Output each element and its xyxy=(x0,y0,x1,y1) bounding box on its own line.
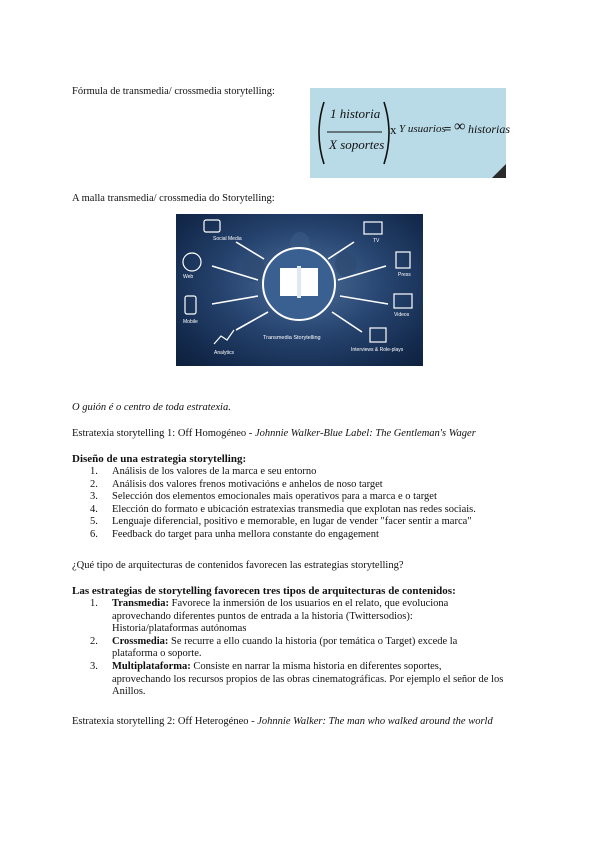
formula-infinity: ∞ xyxy=(454,118,466,135)
list-item: 1. Análisis de los valores de la marca e seu entorno xyxy=(90,466,317,477)
list-item: 1. Transmedia: Favorece la inmersión de los usuarios en el relato, que evoluciona aprovechando diferentes puntos de entrada a la historia (Twittersodios): Historia/plataformas autónomas xyxy=(90,598,449,635)
social-media-icon xyxy=(204,220,220,232)
book-icon xyxy=(280,266,318,298)
videos-icon xyxy=(394,294,412,308)
architectures-heading: Las estrategias de storytelling favorecen tres tipos de arquitecturas de contenidos: xyxy=(72,585,456,597)
formula-image xyxy=(310,88,511,178)
press-icon xyxy=(396,252,410,268)
diagram-label-videos: Videos xyxy=(394,312,410,318)
strategy-2 xyxy=(72,716,493,727)
analytics-icon xyxy=(214,330,234,344)
list-item: 4. Elección do formato e ubicación estratexias transmedia que explotan nas redes sociais. xyxy=(90,503,476,515)
strategy-2-prefix: Estratexia storytelling 2: Off Heterogéneo - xyxy=(72,716,258,727)
list-item: 5. Lenguaje diferencial, positivo e memorable, en lugar de vender "facer sentir a marca" xyxy=(90,516,472,528)
strategy-1 xyxy=(72,428,476,439)
diagram-label-social-media: Social Media xyxy=(213,236,242,242)
formula-result: historias xyxy=(468,122,511,136)
design-steps-list xyxy=(72,466,476,542)
formula-times: x xyxy=(390,122,397,137)
diagram-center-label: Transmedia Storytelling xyxy=(263,335,321,341)
formula-numerator: 1 historia xyxy=(330,106,381,121)
interviews-icon xyxy=(370,328,386,342)
formula-equals: = xyxy=(444,121,452,136)
question-text: ¿Qué tipo de arquitecturas de contenidos favorecen las estrategias storytelling? xyxy=(72,560,404,571)
strategy-2-title: Johnnie Walker: The man who walked around the world xyxy=(257,716,493,727)
mesh-heading: A malla transmedia/ crossmedia do Storytelling: xyxy=(72,193,275,204)
diagram-label-interviews: Interviews & Role-plays xyxy=(351,347,404,353)
formula-users: Y usuarios xyxy=(399,123,446,135)
image-corner xyxy=(492,164,506,178)
list-item: 3. Multiplataforma: Consiste en narrar la misma historia en diferentes soportes, aprovechando los recursos propios de las obras cinematográficas. Por ejemplo el señor de los Anillos. xyxy=(90,660,504,698)
list-item: 2. Crossmedia: Se recurre a ello cuando la historia (por temática o Target) excede la plataforma o soporte. xyxy=(90,635,458,660)
list-item: 2. Análisis dos valores frenos motivacións e anhelos de noso target xyxy=(90,478,383,490)
strategy-1-prefix: Estratexia storytelling 1: Off Homogéneo - xyxy=(72,428,255,439)
diagram-label-tv: TV xyxy=(373,238,380,244)
mobile-icon xyxy=(185,296,196,314)
diagram-label-press: Press xyxy=(398,272,411,278)
diagram-label-mobile: Mobile xyxy=(183,319,198,325)
diagram-label-analytics: Analytics xyxy=(214,350,235,356)
architectures-list xyxy=(72,598,503,699)
list-item: 3. Selección dos elementos emocionales mais operativos para a marca e o target xyxy=(90,491,437,503)
formula-heading: Fórmula de transmedia/ crossmedia storytelling: xyxy=(72,86,275,97)
strategy-1-title: Johnnie Walker-Blue Label: The Gentleman's Wager xyxy=(254,428,476,439)
right-paren xyxy=(384,102,389,164)
web-icon xyxy=(183,253,201,271)
left-paren xyxy=(319,102,324,164)
formula-denominator: X soportes xyxy=(329,137,385,152)
tv-icon xyxy=(364,222,382,234)
diagram-label-web: Web xyxy=(183,274,194,280)
design-heading: Diseño de una estrategia storytelling: xyxy=(72,453,247,465)
list-item: 6. Feedback do target para unha mellora constante do engagement xyxy=(90,528,379,540)
storytelling-diagram-image xyxy=(176,214,423,366)
centre-quote: O guión é o centro de toda estratexia. xyxy=(72,402,231,413)
